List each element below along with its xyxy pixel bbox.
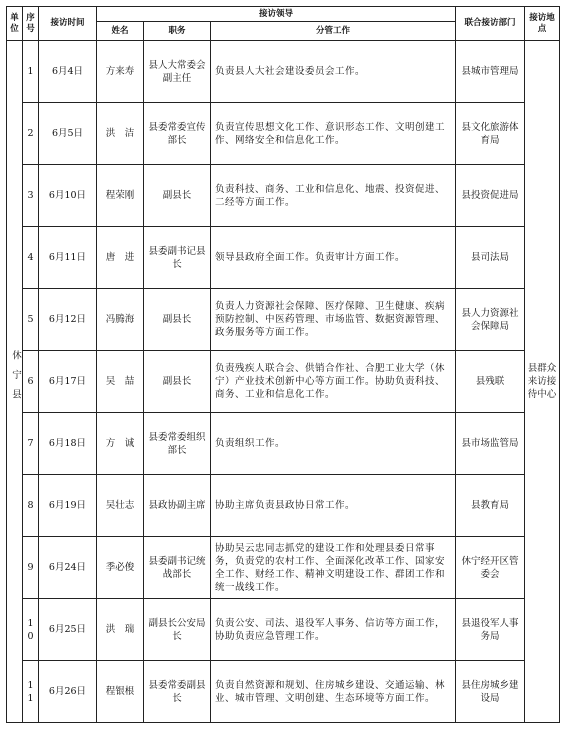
date-cell: 6月19日 bbox=[39, 475, 97, 537]
name-cell: 方 诚 bbox=[97, 413, 144, 475]
table-row bbox=[7, 413, 560, 475]
dept-cell: 县文化旅游体育局 bbox=[456, 103, 525, 165]
name-cell: 吴壮志 bbox=[97, 475, 144, 537]
duty-cell: 负责自然资源和规划、住房城乡建设、交通运输、林业、城市管理、文明创建、生态环境等方面工作。 bbox=[211, 661, 456, 723]
place-cell: 县群众来访接待中心 bbox=[525, 41, 560, 723]
table-row bbox=[7, 41, 560, 103]
name-cell: 程荣刚 bbox=[97, 165, 144, 227]
name-cell: 吴 喆 bbox=[97, 351, 144, 413]
dept-cell: 县司法局 bbox=[456, 227, 525, 289]
date-cell: 6月24日 bbox=[39, 537, 97, 599]
position-cell: 县委常委副县长 bbox=[144, 661, 211, 723]
header-leader-group: 接访领导 bbox=[97, 7, 456, 22]
position-cell: 副县长 bbox=[144, 351, 211, 413]
position-cell: 县政协副主席 bbox=[144, 475, 211, 537]
table-row bbox=[7, 165, 560, 227]
name-cell: 洪 瑞 bbox=[97, 599, 144, 661]
unit-value: 休宁县 bbox=[10, 350, 21, 409]
table-row bbox=[7, 289, 560, 351]
seq-cell: 10 bbox=[23, 599, 39, 661]
duty-cell: 领导县政府全面工作。负责审计方面工作。 bbox=[211, 227, 456, 289]
position-cell: 县委副书记统战部长 bbox=[144, 537, 211, 599]
date-cell: 6月10日 bbox=[39, 165, 97, 227]
dept-cell: 休宁经开区管委会 bbox=[456, 537, 525, 599]
table-row bbox=[7, 103, 560, 165]
duty-cell: 负责残疾人联合会、供销合作社、合肥工业大学（休宁）产业技术创新中心等方面工作。协助负责科技、商务、工业和信息化工作。 bbox=[211, 351, 456, 413]
name-cell: 洪 洁 bbox=[97, 103, 144, 165]
date-cell: 6月4日 bbox=[39, 41, 97, 103]
dept-cell: 县市场监管局 bbox=[456, 413, 525, 475]
seq-cell: 4 bbox=[23, 227, 39, 289]
table-row bbox=[7, 661, 560, 723]
seq-cell: 9 bbox=[23, 537, 39, 599]
seq-cell: 3 bbox=[23, 165, 39, 227]
date-cell: 6月26日 bbox=[39, 661, 97, 723]
date-cell: 6月18日 bbox=[39, 413, 97, 475]
table-row bbox=[7, 475, 560, 537]
dept-cell: 县人力资源社会保障局 bbox=[456, 289, 525, 351]
table-row bbox=[7, 227, 560, 289]
seq-cell: 11 bbox=[23, 661, 39, 723]
dept-cell: 县住房城乡建设局 bbox=[456, 661, 525, 723]
seq-cell: 1 bbox=[23, 41, 39, 103]
position-cell: 县委副书记县长 bbox=[144, 227, 211, 289]
date-cell: 6月25日 bbox=[39, 599, 97, 661]
header-place: 接访地点 bbox=[525, 7, 560, 41]
name-cell: 冯腾海 bbox=[97, 289, 144, 351]
seq-cell: 2 bbox=[23, 103, 39, 165]
dept-cell: 县教育局 bbox=[456, 475, 525, 537]
unit-cell bbox=[7, 41, 23, 723]
position-cell: 副县长 bbox=[144, 165, 211, 227]
seq-cell: 8 bbox=[23, 475, 39, 537]
duty-cell: 协助吴云忠同志抓党的建设工作和处理县委日常事务，负责党的农村工作、全面深化改革工作、国家安全工作、财经工作、精神文明建设工作、群团工作和统一战线工作。 bbox=[211, 537, 456, 599]
header-name: 姓名 bbox=[97, 22, 144, 41]
header-duty: 分管工作 bbox=[211, 22, 456, 41]
table-row bbox=[7, 351, 560, 413]
header-dept: 联合接访部门 bbox=[456, 7, 525, 41]
duty-cell: 负责公安、司法、退役军人事务、信访等方面工作，协助负责应急管理工作。 bbox=[211, 599, 456, 661]
duty-cell: 负责人力资源社会保障、医疗保障、卫生健康、疾病预防控制、中医药管理、市场监管、数据资源管理、政务服务等方面工作。 bbox=[211, 289, 456, 351]
table-row bbox=[7, 537, 560, 599]
duty-cell: 负责科技、商务、工业和信息化、地震、投资促进、二经等方面工作。 bbox=[211, 165, 456, 227]
date-cell: 6月12日 bbox=[39, 289, 97, 351]
name-cell: 季必俊 bbox=[97, 537, 144, 599]
seq-cell: 6 bbox=[23, 351, 39, 413]
header-date: 接访时间 bbox=[39, 7, 97, 41]
duty-cell: 负责县人大社会建设委员会工作。 bbox=[211, 41, 456, 103]
position-cell: 县人大常委会副主任 bbox=[144, 41, 211, 103]
date-cell: 6月5日 bbox=[39, 103, 97, 165]
header-unit: 单位 bbox=[7, 7, 23, 41]
duty-cell: 负责组织工作。 bbox=[211, 413, 456, 475]
header-position: 职务 bbox=[144, 22, 211, 41]
date-cell: 6月17日 bbox=[39, 351, 97, 413]
position-cell: 副县长 bbox=[144, 289, 211, 351]
seq-cell: 5 bbox=[23, 289, 39, 351]
table-row bbox=[7, 599, 560, 661]
dept-cell: 县残联 bbox=[456, 351, 525, 413]
seq-cell: 7 bbox=[23, 413, 39, 475]
position-cell: 县委常委组织部长 bbox=[144, 413, 211, 475]
duty-cell: 负责宣传思想文化工作、意识形态工作、文明创建工作、网络安全和信息化工作。 bbox=[211, 103, 456, 165]
position-cell: 副县长公安局长 bbox=[144, 599, 211, 661]
name-cell: 方来寿 bbox=[97, 41, 144, 103]
position-cell: 县委常委宣传部长 bbox=[144, 103, 211, 165]
duty-cell: 协助主席负责县政协日常工作。 bbox=[211, 475, 456, 537]
dept-cell: 县城市管理局 bbox=[456, 41, 525, 103]
schedule-table-wrapper bbox=[6, 6, 559, 723]
name-cell: 程银根 bbox=[97, 661, 144, 723]
header-seq: 序号 bbox=[23, 7, 39, 41]
dept-cell: 县退役军人事务局 bbox=[456, 599, 525, 661]
dept-cell: 县投资促进局 bbox=[456, 165, 525, 227]
date-cell: 6月11日 bbox=[39, 227, 97, 289]
reception-schedule-table bbox=[6, 6, 560, 723]
name-cell: 唐 进 bbox=[97, 227, 144, 289]
